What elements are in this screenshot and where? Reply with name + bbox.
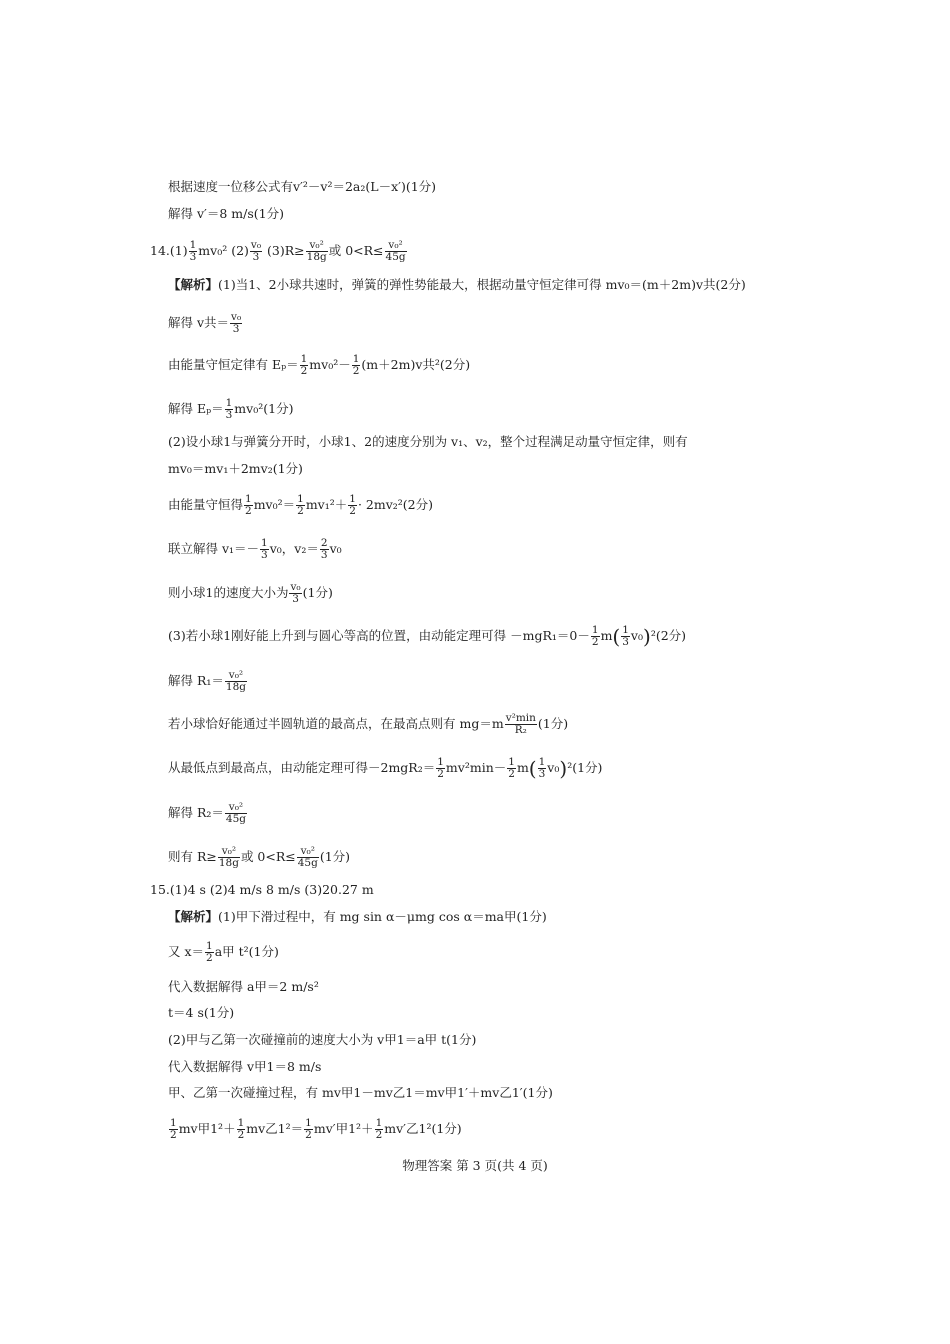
- q14-step11: 解得 R₁＝ $\frac{\text{v₀²}}{18g}$: [168, 669, 246, 693]
- q14-step8: 联立解得 v₁＝－ $\frac{1}{3}$ v₀，v₂＝ $\frac{2}{3}$ v₀: [168, 537, 342, 561]
- page-footer: 物理答案 第 3 页(共 4 页): [402, 1158, 548, 1173]
- q14-step15: 则有 R≥ $\frac{\text{v₀²}}{18g}$ 或 0<R≤ $\frac{\text{v₀²}}{45g}$ (1分): [168, 845, 351, 869]
- q14-step2: 解得 v共＝ $\frac{\text{v₀}}{3}$: [168, 311, 242, 335]
- q14-step10: (3)若小球1刚好能上升到与圆心等高的位置，由动能定理可得 －mgR₁＝0－ $\frac{1}{2}$ m( $\frac{1}{3}$ v₀)²(2分): [168, 624, 687, 649]
- frac-v0sq-45g: $\frac{\text{v₀²}}{45g}$: [385, 239, 406, 263]
- q14-step9: 则小球1的速度大小为 $\frac{\text{v₀}}{3}$ (1分): [168, 581, 333, 605]
- q14-step5: (2)设小球1与弹簧分开时，小球1、2的速度分别为 v₁、v₂，整个过程满足动量守恒定律，则有: [168, 434, 688, 449]
- q14-step4: 解得 Eₚ＝ $\frac{1}{3}$ mv₀²(1分): [168, 397, 294, 421]
- frac-1-3: $\frac{1}{3}$: [189, 239, 197, 263]
- velocity-displacement-line: 根据速度一位移公式有v′²－v²＝2a₂(L－x′)(1分): [168, 179, 437, 194]
- q15-step5: (2)甲与乙第一次碰撞前的速度大小为 v甲1＝a甲 t(1分): [168, 1032, 477, 1047]
- q15-step7: 甲、乙第一次碰撞过程，有 mv甲1－mv乙1＝mv甲1′＋mv乙1′(1分): [168, 1085, 553, 1100]
- q15-step2: 又 x＝ $\frac{1}{2}$ a甲 t²(1分): [168, 940, 279, 964]
- solve-v-prime: 解得 v′＝8 m/s(1分): [168, 206, 284, 221]
- q14-step14: 解得 R₂＝ $\frac{\text{v₀²}}{45g}$: [168, 801, 246, 825]
- q15-step4: t＝4 s(1分): [168, 1005, 235, 1020]
- frac-v0-3: $\frac{\text{v₀}}{3}$: [250, 239, 262, 263]
- q14-step3: 由能量守恒定律有 Eₚ＝ $\frac{1}{2}$ mv₀²－ $\frac{1}{2}$ (m＋2m)v共²(2分): [168, 353, 471, 377]
- q15-step3: 代入数据解得 a甲＝2 m/s²: [168, 979, 319, 994]
- q14-answer: 14.(1) $\frac{1}{3}$ mv₀² (2) $\frac{\text{v₀}}{3}$ (3)R≥ $\frac{\text{v₀²}}{18g}$ 或 0<R≤ $\frac{\text{v₀²}}{45g}$: [150, 239, 406, 263]
- q14-step13: 从最低点到最高点，由动能定理可得－2mgR₂＝ $\frac{1}{2}$ mv²min－ $\frac{1}{2}$ m( $\frac{1}{3}$ v₀)²(1分): [168, 756, 603, 781]
- q14-step1: 【解析】(1)当1、2小球共速时，弹簧的弹性势能最大，根据动量守恒定律可得 mv₀＝(m＋2m)v共(2分): [168, 277, 746, 292]
- q14-step7: 由能量守恒得 $\frac{1}{2}$ mv₀²＝ $\frac{1}{2}$ mv₁²＋ $\frac{1}{2}$ · 2mv₂²(2分): [168, 493, 433, 517]
- q15-step8: $\frac{1}{2}$ mv甲1²＋ $\frac{1}{2}$ mv乙1²＝ $\frac{1}{2}$ mv′甲1²＋ $\frac{1}{2}$ mv′乙1²(1分): [170, 1117, 462, 1141]
- q14-step6: mv₀＝mv₁＋2mv₂(1分): [168, 461, 303, 476]
- q15-step6: 代入数据解得 v甲1＝8 m/s: [168, 1059, 322, 1074]
- q15-step1: 【解析】(1)甲下滑过程中，有 mg sin α－μmg cos α＝ma甲(1分): [168, 909, 547, 924]
- frac-v0sq-18g: $\frac{\text{v₀²}}{18g}$: [306, 239, 327, 263]
- q15-answer: 15.(1)4 s (2)4 m/s 8 m/s (3)20.27 m: [150, 882, 374, 897]
- q14-step12: 若小球恰好能通过半圆轨道的最高点，在最高点则有 mg＝m $\frac{\text{v²min}}{\text{R₂}}$ (1分): [168, 712, 569, 736]
